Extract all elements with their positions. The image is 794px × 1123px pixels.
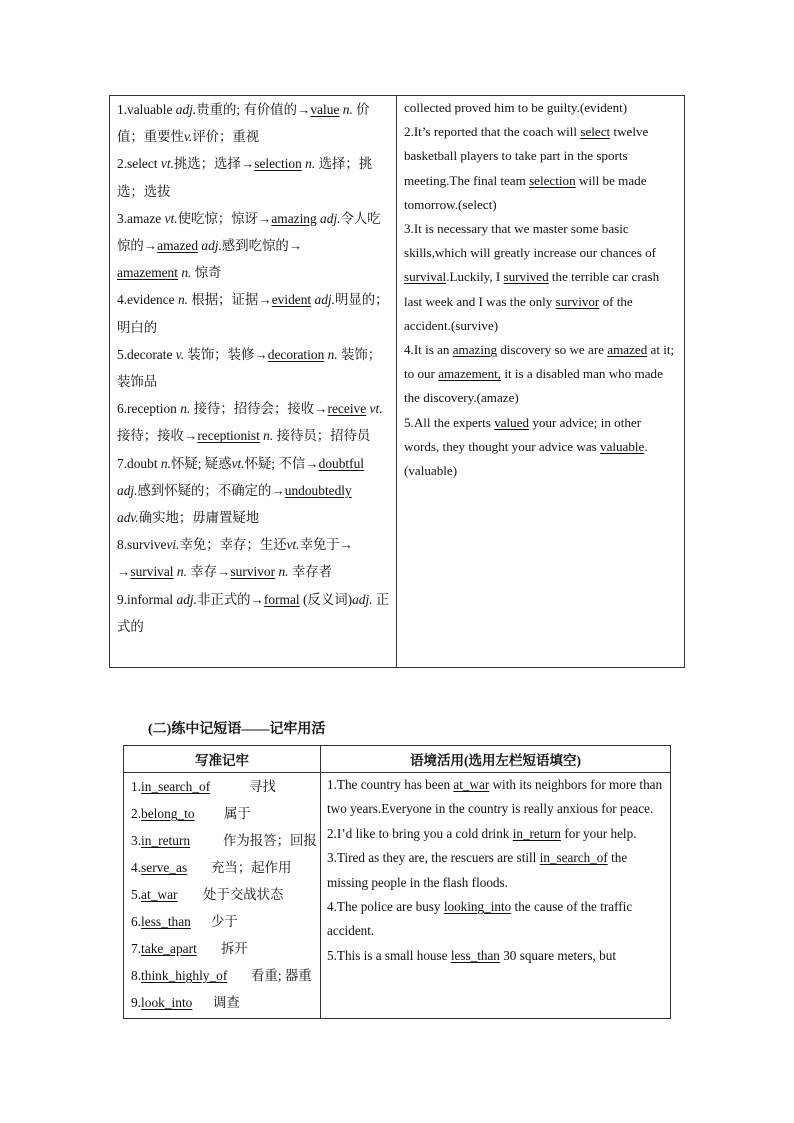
word-forms-cell — [110, 96, 397, 667]
answer-amazement: amazement — [117, 265, 178, 281]
answer-value: value — [310, 102, 340, 117]
entry-evidence: 4.evidence n. 根据；证据→evident adj.明显的；明白的 — [117, 292, 389, 335]
entry-decorate: 5.decorate v. 装饰；装修→decoration n. 装饰；装饰品 — [117, 346, 382, 390]
phrases-table-body — [124, 773, 670, 1018]
phrase-answer: in_search_of — [141, 779, 211, 794]
answer-survivor-2: survivor — [555, 293, 600, 309]
usage-sentence-5: 5.This is a small house less_than 30 square meters, but — [327, 947, 616, 963]
answer-receptionist: receptionist — [197, 428, 260, 444]
usage-answer: at_war — [453, 777, 490, 792]
phrase-answer: belong_to — [141, 806, 195, 821]
entry-informal: 9.informal adj.非正式的→formal (反义词)adj. 正式的 — [117, 591, 390, 634]
answer-doubtful: doubtful — [318, 455, 365, 471]
context-usage-cell — [321, 773, 670, 1018]
answer-survivor: survivor — [230, 564, 276, 580]
answer-selection: selection — [254, 156, 302, 172]
phrase-answer: in_return — [141, 833, 191, 848]
answer-amazing: amazing — [271, 210, 317, 226]
answer-survival: survival — [130, 564, 174, 580]
vocabulary-table — [109, 95, 685, 668]
answer-amazing-2: amazing — [452, 342, 498, 358]
answer-evident: evident — [271, 292, 312, 308]
col-header-memorize: 写准记牢 — [124, 746, 321, 772]
entry-doubt: 7.doubt n.怀疑; 疑惑vt.怀疑; 不信→doubtful adj.感到怀疑的；不确定的→undoubtedly adv.确实地；毋庸置疑地 — [117, 455, 365, 526]
phrase-answer: think_highly_of — [141, 968, 228, 983]
phrase-answer: at_war — [141, 887, 178, 902]
answer-survival-2: survival — [404, 269, 447, 285]
sentence-amaze: 4.It is an amazing discovery so we are amazed at it; to our amazement, it is a disabled man who made the discovery.(amaze) — [404, 342, 675, 406]
entry-select: 2.select vt.挑选；选择→selection n. 选择；挑选；选拔 — [117, 156, 373, 199]
answer-survived: survived — [503, 269, 549, 285]
phrase-item: 7. take_apart 拆开 — [131, 935, 320, 962]
phrase-item: 6. less_than 少于 — [131, 908, 320, 935]
sentence-evident: collected proved him to be guilty.(evident) — [404, 100, 628, 115]
entry-reception: 6.reception n. 接待；招待会；接收→receive vt.接待；接收→receptionist n. 接待员；招待员 — [117, 401, 383, 444]
answer-undoubtedly: undoubtedly — [284, 482, 352, 498]
phrase-item: 1. in_search_of 寻找 — [131, 773, 320, 800]
answer-decoration: decoration — [267, 346, 325, 362]
answer-selection-2: selection — [529, 172, 576, 188]
answer-valuable: valuable — [600, 438, 645, 454]
answer-receive: receive — [327, 401, 367, 417]
answer-select: select — [580, 124, 611, 140]
sentence-select: 2.It’s reported that the coach will select twelve basketball players to take part in the sports meeting.The final team selection will be made tomorrow.(select) — [404, 124, 649, 212]
usage-answer: less_than — [450, 947, 500, 963]
phrase-item: 9. look_into 调查 — [131, 989, 320, 1016]
usage-answer: in_search_of — [539, 850, 608, 866]
phrase-item: 2. belong_to 属于 — [131, 800, 320, 827]
answer-amazed: amazed — [157, 238, 199, 254]
col-header-context: 语境活用(选用左栏短语填空) — [410, 753, 581, 768]
usage-answer: looking_into — [443, 899, 512, 915]
sentence-survive: 3.It is necessary that we master some basic skills,which will greatly increase our chances of survival.Luckily, I survived the terrible car crash last week and I was the only survivor of the accident.(survive) — [404, 221, 660, 333]
usage-sentence-1: 1.The country has been at_war with its neighbors for more than two years.Everyone in the country is really anxious for peace. — [327, 777, 663, 817]
phrase-answer: serve_as — [141, 860, 188, 875]
phrase-item: 5. at_war 处于交战状态 — [131, 881, 320, 908]
usage-sentence-4: 4.The police are busy looking_into the cause of the traffic accident. — [327, 899, 633, 939]
phrase-item: 8. think_highly_of 看重; 器重 — [131, 962, 320, 989]
phrase-answer: less_than — [141, 914, 191, 929]
phrase-answer: take_apart — [141, 941, 197, 956]
phrases-table-header — [124, 746, 670, 773]
section-heading: (二)练中记短语——记牢用活 — [148, 722, 326, 737]
answer-amazed-2: amazed — [607, 342, 648, 358]
phrase-item: 4. serve_as 充当；起作用 — [131, 854, 320, 881]
phrase-item: 3. in_return 作为报答；回报 — [131, 827, 320, 854]
entry-amaze: 3.amaze vt.使吃惊；惊讶→amazing adj.令人吃惊的→amazed adj.感到吃惊的→ amazement n. 惊奇 — [117, 210, 381, 281]
usage-answer: in_return — [512, 825, 562, 841]
entry-valuable: 1.valuable adj.贵重的; 有价值的→value n. 价值；重要性v.评价；重视 — [117, 102, 370, 145]
answer-formal: formal — [263, 591, 300, 607]
phrase-answer: look_into — [141, 995, 193, 1010]
context-sentences-cell — [397, 96, 684, 667]
entry-survive: 8.survivevi.幸免；幸存；生还vt.幸免于→ →survival n. 幸存→survivor n. 幸存者 — [117, 537, 354, 580]
usage-sentence-3: 3.Tired as they are, the rescuers are still in_search_of the missing people in the flash floods. — [327, 850, 628, 890]
sentence-valuable: 5.All the experts valued your advice; in other words, they thought your advice was valuable.(valuable) — [404, 414, 648, 479]
usage-sentence-2: 2.I’d like to bring you a cold drink in_return for your help. — [327, 825, 637, 841]
phrases-table — [123, 745, 671, 1019]
answer-amazement-2: amazement, — [438, 366, 502, 382]
phrase-list — [124, 773, 321, 1018]
answer-valued: valued — [494, 414, 530, 430]
